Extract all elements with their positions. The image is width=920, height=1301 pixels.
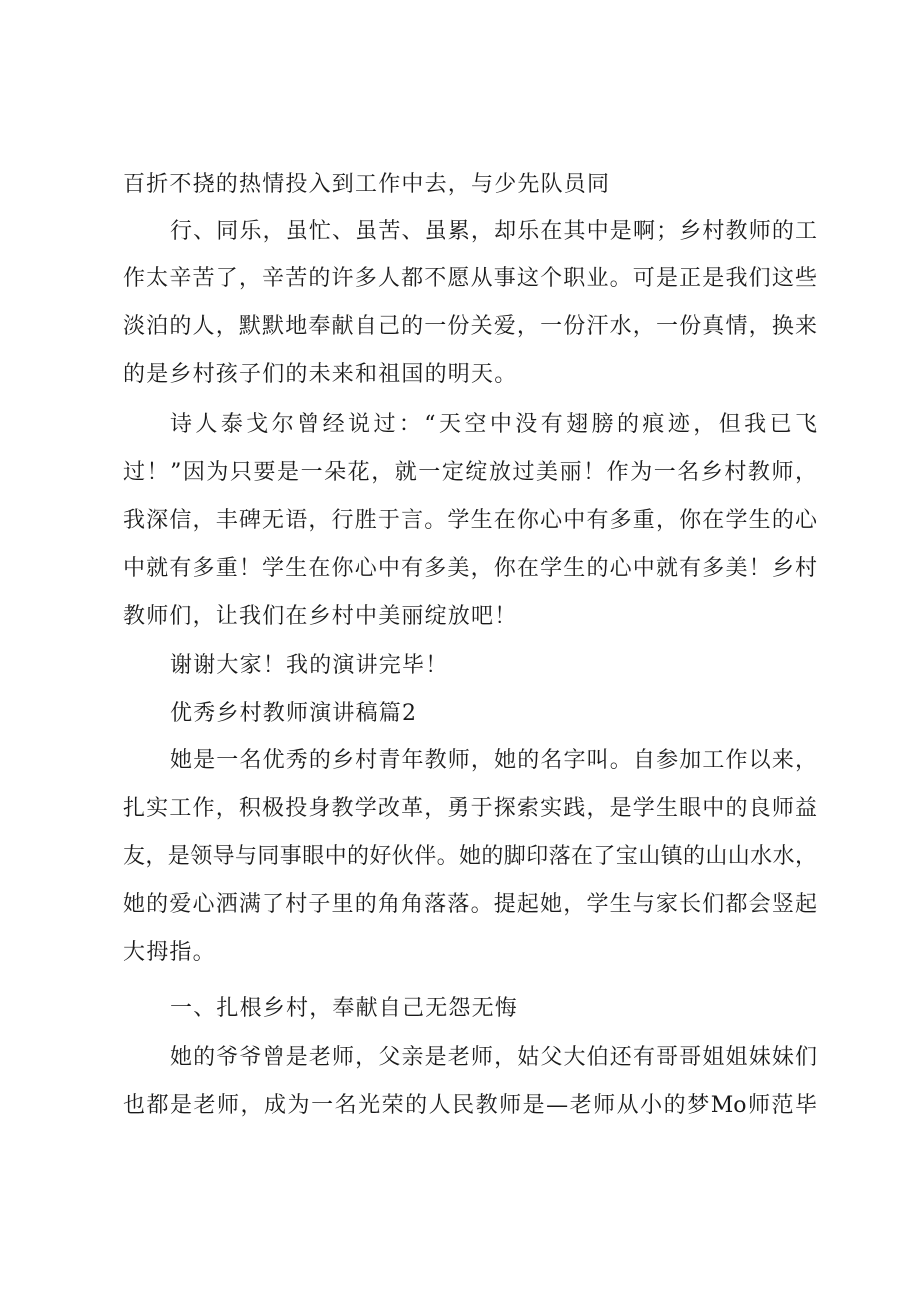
text-line: 友，是领导与同事眼中的好伙伴。她的脚印落在了宝山镇的山山水水， [123, 844, 817, 869]
text-line: 诗人泰戈尔曾经说过：“天空中没有翅膀的痕迹，但我已飞 [170, 412, 817, 437]
text-line: 扎实工作，积极投身教学改革，勇于探索实践，是学生眼中的良师益 [123, 796, 817, 821]
text-line: 我深信，丰碑无语，行胜于言。学生在你心中有多重，你在学生的心 [123, 508, 817, 533]
text-line: 她的爱心洒满了村子里的角角落落。提起她，学生与家长们都会竖起 [123, 892, 817, 917]
text-line: 行、同乐，虽忙、虽苦、虽累，却乐在其中是啊；乡村教师的工 [170, 219, 817, 244]
text-line: 过！”因为只要是一朵花，就一定绽放过美丽！作为一名乡村教师， [123, 460, 817, 485]
text-line: 她是一名优秀的乡村青年教师，她的名字叫。自参加工作以来， [170, 748, 817, 773]
text-line: 谢谢大家！我的演讲完毕！ [170, 653, 449, 678]
subsection-heading: 一、扎根乡村，奉献自己无怨无悔 [170, 996, 519, 1021]
text-line: 百折不挠的热情投入到工作中去，与少先队员同 [123, 172, 611, 197]
text-line: 的是乡村孩子们的未来和祖国的明天。 [123, 362, 518, 387]
text-line: 她的爷爷曾是老师，父亲是老师，姑父大伯还有哥哥姐姐妹妹们 [170, 1045, 817, 1070]
text-line: 大拇指。 [123, 940, 216, 965]
text-line: 也都是老师，成为一名光荣的人民教师是—老师从小的梦Mo师范毕 [123, 1093, 817, 1118]
text-line: 教师们，让我们在乡村中美丽绽放吧！ [123, 604, 518, 629]
section-title: 优秀乡村教师演讲稿篇2 [170, 701, 418, 726]
text-line: 中就有多重！学生在你心中有多美，你在学生的心中就有多美！乡村 [123, 556, 817, 581]
text-line: 淡泊的人，默默地奉献自己的一份关爱，一份汗水，一份真情，换来 [123, 314, 817, 339]
text-line: 作太辛苦了，辛苦的许多人都不愿从事这个职业。可是正是我们这些 [123, 266, 817, 291]
